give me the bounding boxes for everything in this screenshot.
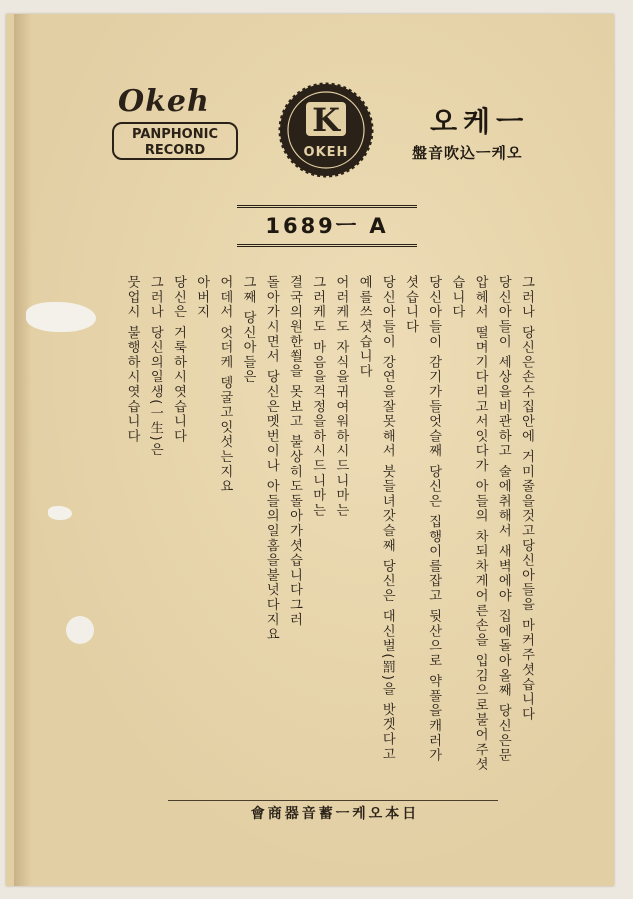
lyric-line: 당신아들이 세상을비관하고 술에취해서 새벽에야 집에돌아올째 당신은문	[495, 275, 511, 763]
brand-subtitle: 盤音吹込ㅡ케오	[412, 144, 523, 162]
catalog-number: 1689ㅡ A	[237, 205, 417, 247]
lyric-line: 그러케도 마음을걱정을하시드니마는	[310, 275, 326, 518]
panphonic-record-badge	[112, 122, 238, 160]
lyric-line: 압헤서 떨며기다리고서잇다가 아들의 차되차게어른손을 입김으로불어주셧	[472, 275, 488, 772]
lyric-line: 어데서 엇더케 뎅굴고잇섯는지요	[217, 275, 233, 494]
footer-divider	[168, 800, 498, 801]
lyric-line: 그째 당신아들은	[240, 275, 256, 385]
publisher-footer: 會商器音蓄ㅡ케오本日	[250, 806, 420, 822]
lyric-line: 뭇업시 불행하시엿습니다	[124, 275, 140, 444]
okeh-script-logo: Okeh	[118, 84, 210, 119]
seal-text: OKEH	[303, 145, 349, 160]
lyric-line: 예를쓰셧습니다	[356, 275, 372, 379]
lyric-line: 습니다	[449, 275, 465, 320]
punch-hole	[66, 616, 94, 644]
lyric-line: 당신아들이 감기가들엇슬째 당신은 집행이를잡고 뒷산으로 약풀을캐러가	[426, 275, 442, 763]
torn-edge	[48, 506, 72, 520]
lyric-line: 그러나 당신의일생(一生)은	[147, 275, 163, 458]
lyric-line: 어러케도 자식을귀여워하시드니마는	[333, 275, 349, 518]
lyric-line: 그러나 당신은손수집안에 거미줄을것고당신아들을 마커주셧습니다	[519, 275, 534, 722]
lyric-line: 셧습니다	[402, 275, 418, 335]
brand-korean: 오케ㅡ	[430, 105, 530, 138]
lyric-line: 당신아들이 강연을잘못해서 붓들녀갓슬째 당신은 대신벌(罰)을 밧겟다고	[379, 275, 395, 762]
lyric-line: 돌아가시면서 당신은멧번이나 아들의일홈을불넛다지요	[263, 275, 279, 642]
badge-line: PANPHONIC	[132, 127, 218, 142]
lyric-line: 결국의원한쐴을 못보고 불상히도돌아가셧습니다그러	[286, 275, 302, 627]
torn-edge	[26, 302, 96, 332]
okeh-seal-logo	[278, 82, 374, 178]
lyric-line: 당신은 거룩하시엿습니다	[170, 275, 186, 444]
page-fold	[14, 14, 32, 886]
badge-line: RECORD	[144, 143, 206, 158]
lyric-line: 아버지	[194, 275, 210, 320]
seal-letter: K	[312, 101, 340, 139]
lyrics-block	[118, 275, 538, 780]
